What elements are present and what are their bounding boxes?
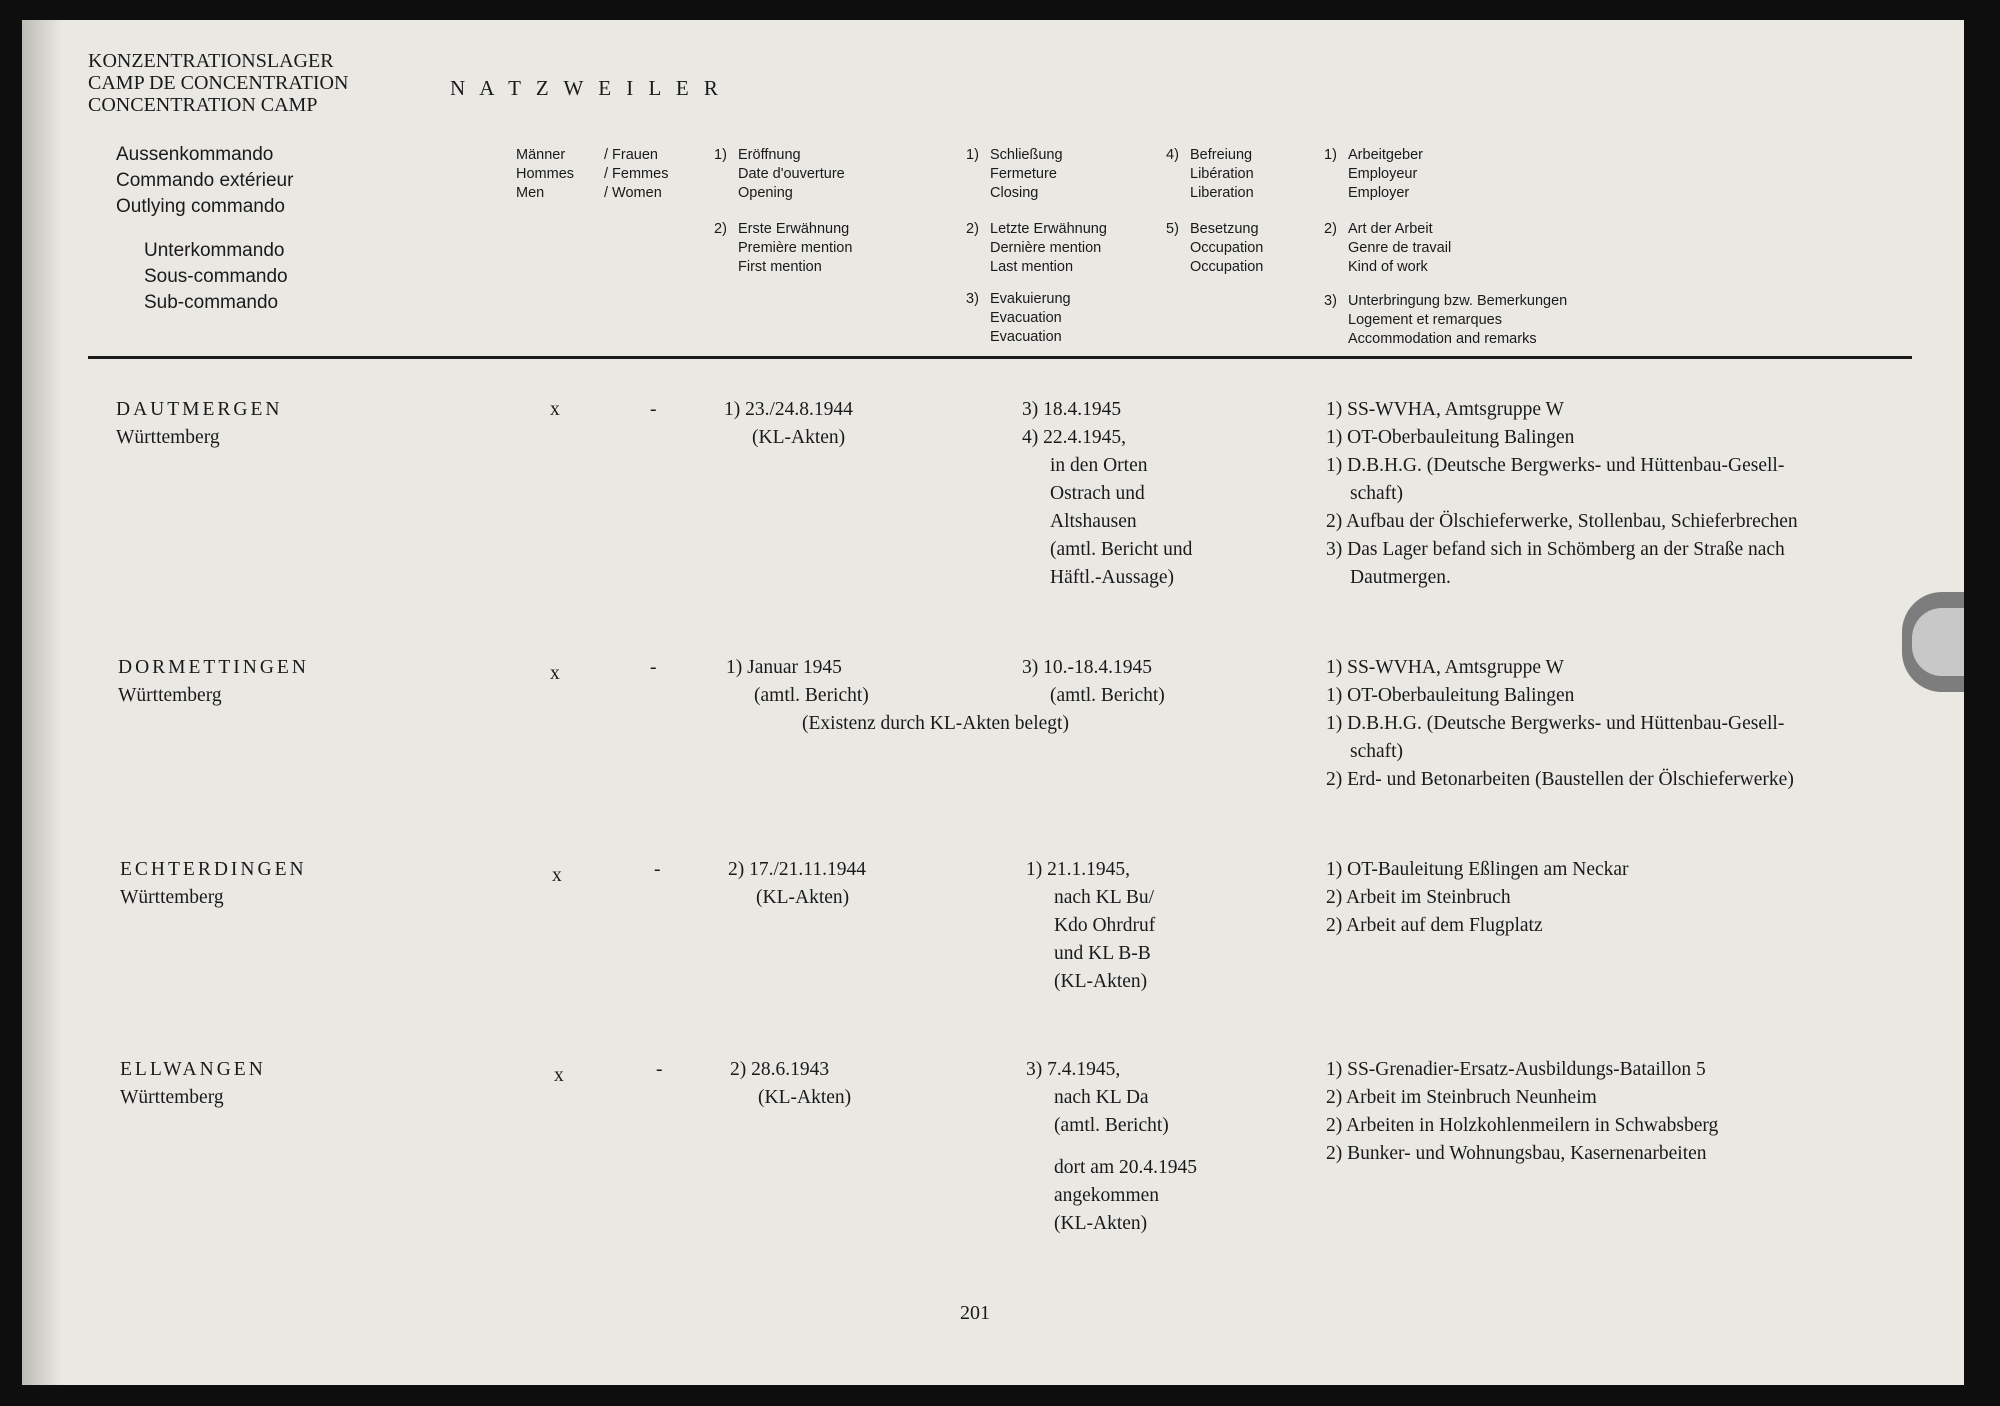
- heading-line: Outlying commando: [116, 196, 285, 217]
- entry-line: und KL B-B: [1054, 943, 1151, 964]
- header-line: Art der Arbeit: [1348, 221, 1433, 237]
- header-number: 1): [1324, 147, 1337, 163]
- entry-line: [1026, 1140, 1197, 1154]
- entry-line: 1) 21.1.1945,: [1026, 859, 1130, 880]
- entry-line: (amtl. Bericht): [754, 685, 869, 706]
- entry-line: 3) 10.-18.4.1945: [1022, 657, 1152, 678]
- entry-opening-dates: [728, 856, 866, 912]
- header-number: 2): [1324, 221, 1337, 237]
- entry-line: (KL-Akten): [756, 887, 850, 908]
- header-line: Evacuation: [990, 329, 1062, 345]
- entry-line: nach KL Da: [1054, 1087, 1149, 1108]
- header-closing: [966, 146, 1063, 203]
- header-men-women: [516, 146, 668, 203]
- header-liberation: [1166, 146, 1254, 203]
- camp-type-heading: [88, 50, 348, 116]
- entry-line: (KL-Akten): [758, 1087, 852, 1108]
- header-men-label: Männer: [516, 147, 566, 163]
- header-women-label: / Femmes: [604, 166, 669, 182]
- heading-line: Unterkommando: [144, 240, 285, 261]
- header-line: Besetzung: [1190, 221, 1259, 237]
- entry-line: 1) 23./24.8.1944: [724, 399, 853, 420]
- entry-region: Württemberg: [116, 427, 220, 448]
- header-line: Employer: [1348, 185, 1410, 201]
- header-number: 3): [1324, 293, 1337, 309]
- header-remarks: [1324, 292, 1567, 349]
- heading-line: Sub-commando: [144, 292, 279, 313]
- heading-line: Aussenkommando: [116, 144, 274, 165]
- header-divider: [88, 356, 1912, 359]
- header-line: Employeur: [1348, 166, 1418, 182]
- entry-women: -: [650, 657, 657, 678]
- entry-employer-work: [1326, 856, 1629, 940]
- entry-line: nach KL Bu/: [1054, 887, 1155, 908]
- entry-line: (amtl. Bericht und: [1050, 539, 1193, 560]
- header-line: Fermeture: [990, 166, 1057, 182]
- header-number: 2): [966, 221, 979, 237]
- header-employer: [1324, 146, 1423, 203]
- entry-title: ECHTERDINGEN: [120, 859, 307, 880]
- entry-evidence-note: (Existenz durch KL-Akten belegt): [802, 713, 1069, 734]
- header-number: 2): [714, 221, 727, 237]
- entry-line: Häftl.-Aussage): [1050, 567, 1174, 588]
- entry-employer-work: [1326, 1056, 1718, 1168]
- entry-line: in den Orten: [1050, 455, 1148, 476]
- header-line: Eröffnung: [738, 147, 801, 163]
- heading-line: Sous-commando: [144, 266, 288, 287]
- entry-line: 2) Bunker- und Wohnungsbau, Kasernenarbeiten: [1326, 1143, 1707, 1164]
- entry-line: Altshausen: [1050, 511, 1137, 532]
- outlying-commando-heading: [116, 142, 293, 220]
- header-number: 5): [1166, 221, 1179, 237]
- header-line: First mention: [738, 259, 822, 275]
- header-number: 1): [966, 147, 979, 163]
- entry-line: (amtl. Bericht): [1050, 685, 1165, 706]
- entry-line: 1) SS-WVHA, Amtsgruppe W: [1326, 657, 1564, 678]
- entry-line: 1) OT-Oberbauleitung Balingen: [1326, 685, 1575, 706]
- entry-region: Württemberg: [120, 1087, 224, 1108]
- camp-type-en: CONCENTRATION CAMP: [88, 94, 318, 116]
- entry-closing-dates: [1026, 856, 1155, 996]
- header-line: Closing: [990, 185, 1039, 201]
- entry-line: 2) 28.6.1943: [730, 1059, 830, 1080]
- entry-line: (amtl. Bericht): [1054, 1115, 1169, 1136]
- entry-line: (KL-Akten): [752, 427, 846, 448]
- header-occupation: [1166, 220, 1263, 277]
- entry-men: x: [550, 663, 560, 684]
- header-line: Logement et remarques: [1348, 312, 1502, 328]
- camp-type-fr: CAMP DE CONCENTRATION: [88, 72, 349, 94]
- header-line: Befreiung: [1190, 147, 1253, 163]
- entry-closing-dates: [1026, 1056, 1197, 1238]
- header-line: Dernière mention: [990, 240, 1102, 256]
- header-women-label: / Frauen: [604, 147, 658, 163]
- entry-line: 1) OT-Bauleitung Eßlingen am Neckar: [1326, 859, 1629, 880]
- header-line: Arbeitgeber: [1348, 147, 1423, 163]
- entry-line: 4) 22.4.1945,: [1022, 427, 1126, 448]
- entry-line: 2) Arbeiten in Holzkohlenmeilern in Schwabsberg: [1326, 1115, 1719, 1136]
- header-line: Libération: [1190, 166, 1254, 182]
- header-evacuation: [966, 290, 1071, 347]
- page-clip-tab: [1902, 592, 1964, 692]
- entry-line: Ostrach und: [1050, 483, 1145, 504]
- entry-line: 2) Arbeit im Steinbruch Neunheim: [1326, 1087, 1597, 1108]
- entry-line: 2) Aufbau der Ölschieferwerke, Stollenbau, Schieferbrechen: [1326, 511, 1798, 532]
- header-line: Date d'ouverture: [738, 166, 845, 182]
- header-last-mention: [966, 220, 1107, 277]
- entry-line: 2) Arbeit im Steinbruch: [1326, 887, 1511, 908]
- entry-employer-work: [1326, 654, 1794, 794]
- entry-opening-dates: [726, 654, 869, 710]
- document-page: [22, 20, 1964, 1385]
- header-kind-of-work: [1324, 220, 1451, 277]
- entry-dormettingen-location: [118, 654, 309, 710]
- entry-region: Württemberg: [120, 887, 224, 908]
- header-line: Accommodation and remarks: [1348, 331, 1537, 347]
- entry-line: 1) SS-WVHA, Amtsgruppe W: [1326, 399, 1564, 420]
- header-number: 3): [966, 291, 979, 307]
- entry-line: 2) Arbeit auf dem Flugplatz: [1326, 915, 1543, 936]
- entry-line: Dautmergen.: [1350, 567, 1451, 588]
- entry-line: 2) Erd- und Betonarbeiten (Baustellen der Ölschieferwerke): [1326, 769, 1794, 790]
- entry-opening-dates: [730, 1056, 851, 1112]
- heading-line: Commando extérieur: [116, 170, 294, 191]
- header-line: Opening: [738, 185, 793, 201]
- entry-line: 1) Januar 1945: [726, 657, 842, 678]
- header-line: Letzte Erwähnung: [990, 221, 1107, 237]
- header-line: Kind of work: [1348, 259, 1428, 275]
- header-men-label: Men: [516, 185, 545, 201]
- entry-line: angekommen: [1054, 1185, 1160, 1206]
- header-line: Occupation: [1190, 259, 1264, 275]
- entry-dautmergen-location: [116, 396, 283, 452]
- entry-men: x: [550, 399, 560, 420]
- entry-opening-dates: [724, 396, 853, 452]
- page-number: 201: [960, 1302, 990, 1324]
- entry-echterdingen-location: [120, 856, 307, 912]
- entry-line: 3) 7.4.1945,: [1026, 1059, 1121, 1080]
- entry-line: 2) 17./21.11.1944: [728, 859, 866, 880]
- entry-women: -: [650, 399, 657, 420]
- entry-ellwangen-location: [120, 1056, 266, 1112]
- entry-women: -: [656, 1059, 663, 1080]
- entry-line: (KL-Akten): [1054, 971, 1148, 992]
- entry-line: Kdo Ohrdruf: [1054, 915, 1156, 936]
- header-line: Evacuation: [990, 310, 1062, 326]
- header-first-mention: [714, 220, 852, 277]
- entry-line: schaft): [1350, 483, 1404, 504]
- header-line: Genre de travail: [1348, 240, 1452, 256]
- header-number: 1): [714, 147, 727, 163]
- entry-employer-work: [1326, 396, 1798, 592]
- entry-line: 1) D.B.H.G. (Deutsche Bergwerks- und Hüttenbau-Gesell-: [1326, 713, 1785, 734]
- entry-line: 1) OT-Oberbauleitung Balingen: [1326, 427, 1575, 448]
- header-line: Première mention: [738, 240, 853, 256]
- entry-title: ELLWANGEN: [120, 1059, 266, 1080]
- header-line: Liberation: [1190, 185, 1254, 201]
- header-men-label: Hommes: [516, 166, 575, 182]
- entry-line: 1) D.B.H.G. (Deutsche Bergwerks- und Hüttenbau-Gesell-: [1326, 455, 1785, 476]
- header-line: Evakuierung: [990, 291, 1071, 307]
- entry-title: DAUTMERGEN: [116, 399, 283, 420]
- header-line: Unterbringung bzw. Bemerkungen: [1348, 293, 1568, 309]
- header-line: Last mention: [990, 259, 1074, 275]
- header-opening: [714, 146, 845, 203]
- header-line: Erste Erwähnung: [738, 221, 850, 237]
- entry-men: x: [554, 1065, 564, 1086]
- entry-line: 1) SS-Grenadier-Ersatz-Ausbildungs-Bataillon 5: [1326, 1059, 1706, 1080]
- header-line: Occupation: [1190, 240, 1264, 256]
- entry-region: Württemberg: [118, 685, 222, 706]
- entry-line: 3) 18.4.1945: [1022, 399, 1122, 420]
- entry-line: dort am 20.4.1945: [1054, 1157, 1197, 1178]
- entry-women: -: [654, 859, 661, 880]
- header-number: 4): [1166, 147, 1179, 163]
- header-line: Schließung: [990, 147, 1063, 163]
- page-binding-shadow: [22, 20, 62, 1385]
- camp-name: N A T Z W E I L E R: [450, 76, 723, 100]
- entry-closing-dates: [1022, 654, 1165, 710]
- entry-line: 3) Das Lager befand sich in Schömberg an der Straße nach: [1326, 539, 1785, 560]
- entry-line: schaft): [1350, 741, 1404, 762]
- entry-closing-dates: [1022, 396, 1192, 592]
- camp-type-de: KONZENTRATIONSLAGER: [88, 50, 334, 72]
- header-women-label: / Women: [604, 185, 662, 201]
- entry-title: DORMETTINGEN: [118, 657, 309, 678]
- sub-commando-heading: [144, 238, 288, 316]
- entry-men: x: [552, 865, 562, 886]
- entry-line: (KL-Akten): [1054, 1213, 1148, 1234]
